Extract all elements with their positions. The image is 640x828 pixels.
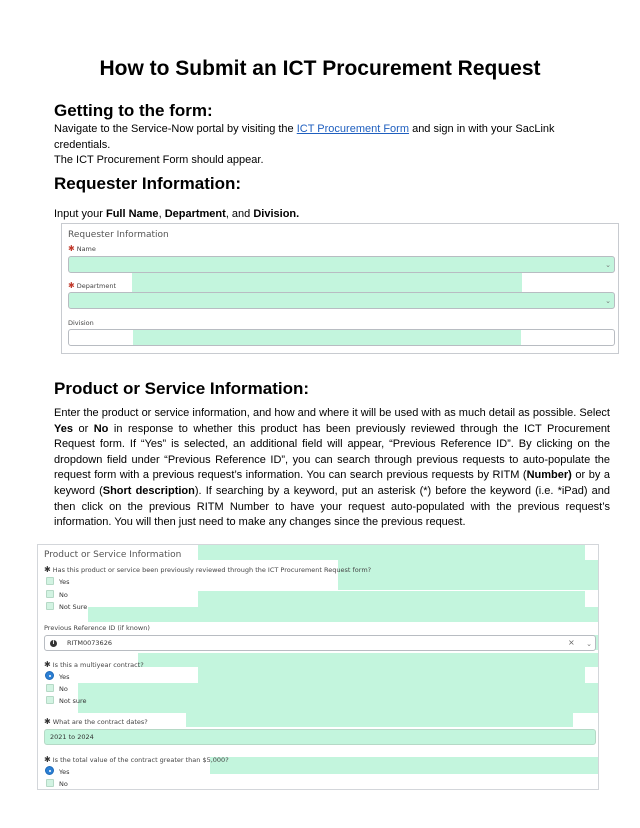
checkbox-no[interactable] [46, 590, 54, 598]
requester-form-panel [61, 223, 619, 354]
radio-multiyear-no[interactable] [46, 684, 54, 692]
option-label: Not sure [59, 697, 87, 705]
label-text: Has this product or service been previously reviewed through the ICT Procurement Request form? [52, 566, 372, 574]
q-contract-dates [44, 717, 148, 726]
text-bold: No [93, 422, 109, 435]
text-run: in response to whether this product has been previously reviewed through the ICT Procurement Request form. If “Yes” is selected, an additional field will appear, “Previous Reference ID”. By clicking on the dropdown field under “Previous Reference ID”, you can search through previous requests to auto-populate the request form with a previous request’s information. You can search previous requests by RITM ( [54, 422, 610, 482]
ict-procurement-form-link[interactable]: ICT Procurement Form [296, 123, 410, 135]
label-text: Department [76, 282, 117, 290]
option-label: Yes [59, 768, 70, 776]
chevron-down-icon: ⌄ [605, 297, 611, 305]
close-icon[interactable]: × [568, 638, 575, 647]
highlight-region [198, 545, 585, 560]
heading-getting-to-form: Getting to the form: [54, 101, 213, 120]
name-label [68, 244, 96, 253]
text-bold: Division. [253, 208, 300, 220]
option-label: No [59, 685, 68, 693]
department-field[interactable] [68, 292, 615, 309]
text-run: , and [225, 208, 254, 220]
checkbox-yes[interactable] [46, 577, 54, 585]
label-text: Name [76, 245, 96, 253]
heading-requester-information: Requester Information: [54, 174, 242, 193]
highlight-region [138, 653, 598, 667]
highlight-region [198, 667, 585, 683]
text-line: The ICT Procurement Form should appear. [54, 154, 264, 167]
q-previously-reviewed [44, 565, 371, 574]
asterisk-icon: ✱ [44, 717, 51, 726]
text-run: ). If searching by a keyword, put an asterisk (*) before the keyword (i.e. *iPad) and then click on the previous RITM Number to have your request auto-populated with the previous request’s information. You will then just need to make any changes since the previous request. [54, 484, 611, 529]
option-label: No [59, 780, 68, 788]
asterisk-icon: ✱ [44, 755, 51, 764]
division-label: Division [68, 319, 94, 327]
product-service-instructions [54, 406, 610, 531]
radio-value-no[interactable] [46, 779, 54, 787]
previous-reference-field[interactable] [44, 635, 596, 651]
contract-dates-field[interactable] [44, 729, 596, 745]
info-icon: i [50, 640, 57, 647]
requester-intro-text [54, 207, 610, 223]
text-run: or [72, 422, 94, 435]
radio-value-yes[interactable] [45, 766, 54, 775]
q-value-over-5000 [44, 755, 229, 764]
product-form-panel [37, 544, 599, 790]
q-multiyear [44, 660, 144, 669]
option-label: No [59, 591, 68, 599]
option-label: Yes [59, 578, 70, 586]
option-label: Yes [59, 673, 70, 681]
highlight-region [210, 757, 598, 774]
previous-reference-value: RITM0073626 [67, 639, 112, 647]
highlight-region [78, 683, 598, 697]
name-field[interactable] [68, 256, 615, 273]
chevron-down-icon: ⌄ [605, 261, 611, 269]
highlight-region [132, 273, 522, 293]
radio-multiyear-yes[interactable] [45, 671, 54, 680]
heading-product-service-information: Product or Service Information: [54, 379, 310, 398]
text-run: and sign in with your SacLink credentials. [54, 123, 555, 151]
text-run: or by a keyword ( [54, 469, 611, 497]
asterisk-icon: ✱ [68, 281, 75, 290]
highlight-region [338, 560, 598, 590]
contract-dates-value: 2021 to 2024 [50, 733, 94, 741]
highlight-region [133, 330, 521, 345]
getting-to-form-text [54, 122, 610, 169]
option-label: Not Sure [59, 603, 88, 611]
highlight-region [186, 713, 573, 727]
radio-multiyear-not-sure[interactable] [46, 696, 54, 704]
text-run: Input your [54, 208, 106, 220]
text-bold: Yes [54, 422, 73, 435]
checkbox-not-sure[interactable] [46, 602, 54, 610]
text-bold: Full Name [105, 208, 159, 220]
text-run: Enter the product or service information, and how and where it will be used with as much detail as possible. Select [54, 407, 610, 419]
text-bold: Department [164, 208, 226, 220]
highlight-region [88, 607, 598, 622]
asterisk-icon: ✱ [44, 565, 51, 574]
page-title: How to Submit an ICT Procurement Request [99, 57, 541, 80]
product-form-title: Product or Service Information [44, 550, 182, 560]
highlight-region [78, 697, 598, 713]
text-bold: Short description [102, 484, 195, 497]
requester-form-title: Requester Information [68, 230, 169, 240]
chevron-down-icon[interactable]: ⌄ [586, 640, 592, 648]
previous-reference-label: Previous Reference ID (if known) [44, 624, 150, 632]
asterisk-icon: ✱ [68, 244, 75, 253]
highlight-region [198, 591, 585, 607]
department-label [68, 281, 116, 290]
label-text: What are the contract dates? [52, 718, 148, 726]
text-run: , [158, 208, 165, 220]
asterisk-icon: ✱ [44, 660, 51, 669]
text-bold: Number) [526, 469, 572, 482]
text-run: Navigate to the Service-Now portal by visiting the [54, 123, 297, 135]
label-text: Is this a multiyear contract? [52, 661, 144, 669]
label-text: Is the total value of the contract greater than $5,000? [52, 756, 229, 764]
